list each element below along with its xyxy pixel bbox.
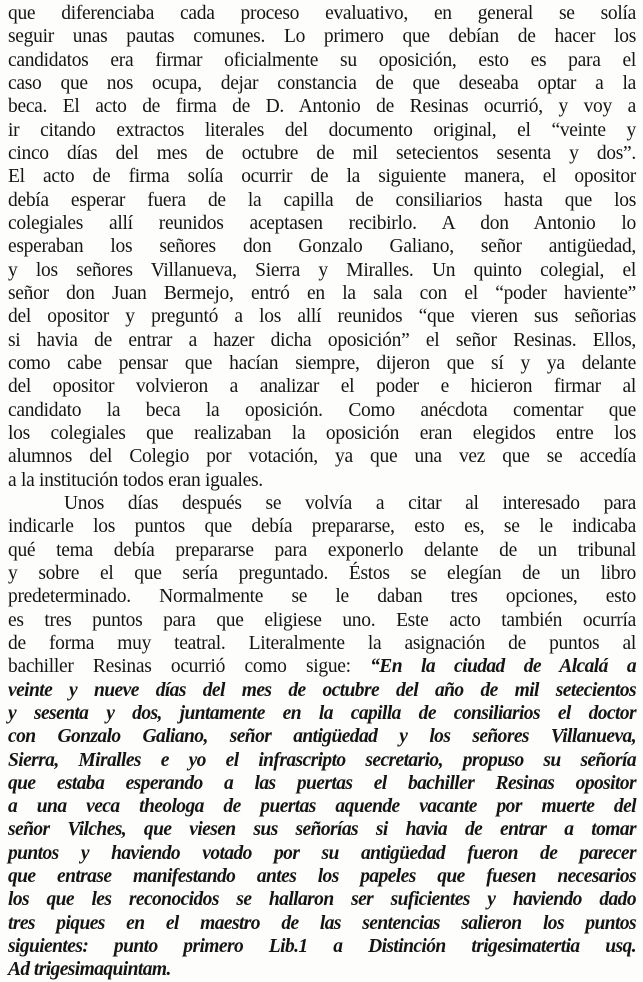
body-text-segment: como cabe pensar que hacían siempre, dijeron que sí y ya delante: [8, 352, 636, 374]
quoted-text-segment: veinte y nueve días del mes de octubre del año de mil setecientos: [8, 679, 636, 701]
body-text-segment: es tres puntos para que eligiese uno. Este acto también ocurría: [8, 609, 636, 631]
text-line: [8, 189, 636, 212]
body-text-segment: cinco días del mes de octubre de mil setecientos sesenta y dos”.: [8, 142, 636, 164]
quoted-text-segment: siguientes: punto primero Lib.1 a Distinción trigesimatertia usq.: [8, 936, 636, 958]
body-text-segment: y sobre el que sería preguntado. Éstos se elegían de un libro: [8, 562, 636, 584]
text-line: [8, 329, 636, 352]
text-line: [8, 818, 636, 841]
body-text-segment: candidatos era firmar oficialmente su oposición, esto es para el: [8, 49, 636, 71]
body-text-segment: Unos días después se volvía a citar al interesado para: [64, 492, 636, 514]
text-line: [8, 935, 636, 958]
quoted-text-segment: Sierra, Miralles e yo el infrascripto secretario, propuso su señoría: [8, 749, 636, 771]
body-text-segment: beca. El acto de firma de D. Antonio de Resinas ocurrió, y voy a: [8, 96, 636, 118]
body-text-segment: candidato la beca la oposición. Como anécdota comentar que: [8, 399, 636, 421]
text-line: [8, 725, 636, 748]
quoted-text-segment: “En la ciudad de Alcalá a: [370, 656, 636, 678]
body-text-segment: del opositor y preguntó a los allí reunidos “que vieren sus señorias: [8, 306, 636, 328]
body-text-segment: bachiller Resinas ocurrió como sigue:: [8, 656, 371, 678]
quoted-text-segment: Ad trigesimaquintam.: [8, 959, 171, 981]
quoted-text-segment: con Gonzalo Galiano, señor antigüedad y los señores Villanueva,: [8, 726, 636, 748]
text-line: [8, 305, 636, 328]
text-line: [8, 679, 636, 702]
text-line: [8, 2, 636, 25]
body-text-segment: debía esperar fuera de la capilla de consiliarios hasta que los: [8, 189, 636, 211]
text-line: [8, 282, 636, 305]
text-line: [8, 772, 636, 795]
text-line: [8, 912, 636, 935]
text-line: [8, 95, 636, 118]
quoted-text-segment: a una veca theologa de puertas aquende vacante por muerte del: [8, 796, 636, 818]
quoted-text-segment: tres piques en el maestro de las sentencias salieron los puntos: [8, 912, 636, 934]
body-text-segment: del opositor volvieron a analizar el poder e hicieron firmar al: [8, 376, 636, 398]
text-line: [8, 375, 636, 398]
text-line: [8, 399, 636, 422]
body-text-segment: de forma muy teatral. Literalmente la asignación de puntos al: [8, 632, 636, 654]
text-line: [8, 609, 636, 632]
body-text-segment: a la institución todos eran iguales.: [8, 469, 263, 491]
text-line: [8, 562, 636, 585]
text-line: [8, 749, 636, 772]
text-line: [8, 212, 636, 235]
text-line: [8, 632, 636, 655]
text-line: [8, 655, 636, 678]
text-line: [8, 235, 636, 258]
body-text-segment: los colegiales que realizaban la oposición eran elegidos entre los: [8, 422, 636, 444]
body-text-segment: esperaban los señores don Gonzalo Galiano, señor antigüedad,: [8, 236, 636, 258]
body-text-segment: caso que nos ocupa, dejar constancia de que deseaba optar a la: [8, 72, 636, 94]
body-text-segment: indicarle los puntos que debía prepararse, esto es, se le indicaba: [8, 516, 636, 538]
quoted-text-segment: los que les reconocidos se hallaron ser suficientes y haviendo dado: [8, 889, 636, 911]
text-line: [8, 958, 636, 981]
body-text-segment: qué tema debía prepararse para exponerlo delante de un tribunal: [8, 539, 636, 561]
text-line: [8, 352, 636, 375]
quoted-text-segment: y sesenta y dos, juntamente en la capilla de consiliarios el doctor: [8, 702, 636, 724]
body-text-segment: El acto de firma solía ocurrir de la siguiente manera, el opositor: [8, 166, 636, 188]
quoted-text-segment: que estaba esperando a las puertas el bachiller Resinas opositor: [8, 772, 636, 794]
text-line: [8, 842, 636, 865]
body-text-segment: colegiales allí reunidos aceptasen recibirlo. A don Antonio lo: [8, 212, 636, 234]
quoted-text-segment: puntos y haviendo votado por su antigüedad fueron de parecer: [8, 842, 636, 864]
body-text-segment: si havia de entrar a hazer dicha oposición” el señor Resinas. Ellos,: [8, 329, 636, 351]
body-text-segment: y los señores Villanueva, Sierra y Miralles. Un quinto colegial, el: [8, 259, 636, 281]
body-text-segment: ir citando extractos literales del documento original, el “veinte y: [8, 119, 636, 141]
body-text-segment: alumnos del Colegio por votación, ya que una vez que se accedía: [8, 446, 636, 468]
text-line: [8, 702, 636, 725]
paragraph: [8, 2, 636, 492]
body-text-segment: que diferenciaba cada proceso evaluativo, en general se solía: [8, 3, 636, 24]
text-line: [8, 142, 636, 165]
text-line: [8, 469, 636, 492]
text-line: [8, 585, 636, 608]
text-line: [8, 515, 636, 538]
text-line: [8, 865, 636, 888]
quoted-text-segment: señor Vilches, que viesen sus señorías si havia de entrar a tomar: [8, 819, 636, 841]
text-line: [8, 795, 636, 818]
quoted-text-segment: que entrase manifestando antes los papeles que fuesen necesarios: [8, 866, 636, 888]
body-text-segment: señor don Juan Bermejo, entró en la sala con el “poder haviente”: [8, 282, 636, 304]
text-line: [8, 259, 636, 282]
text-line: [8, 165, 636, 188]
text-line: [8, 445, 636, 468]
body-text-segment: seguir unas pautas comunes. Lo primero que debían de hacer los: [8, 26, 636, 48]
paragraph: [8, 492, 636, 982]
text-line: [8, 492, 636, 515]
text-line: [8, 72, 636, 95]
body-text-segment: predeterminado. Normalmente se le daban tres opciones, esto: [8, 586, 636, 608]
text-line: [8, 888, 636, 911]
text-line: [8, 539, 636, 562]
text-line: [8, 25, 636, 48]
text-line: [8, 422, 636, 445]
text-line: [8, 119, 636, 142]
text-line: [8, 49, 636, 72]
